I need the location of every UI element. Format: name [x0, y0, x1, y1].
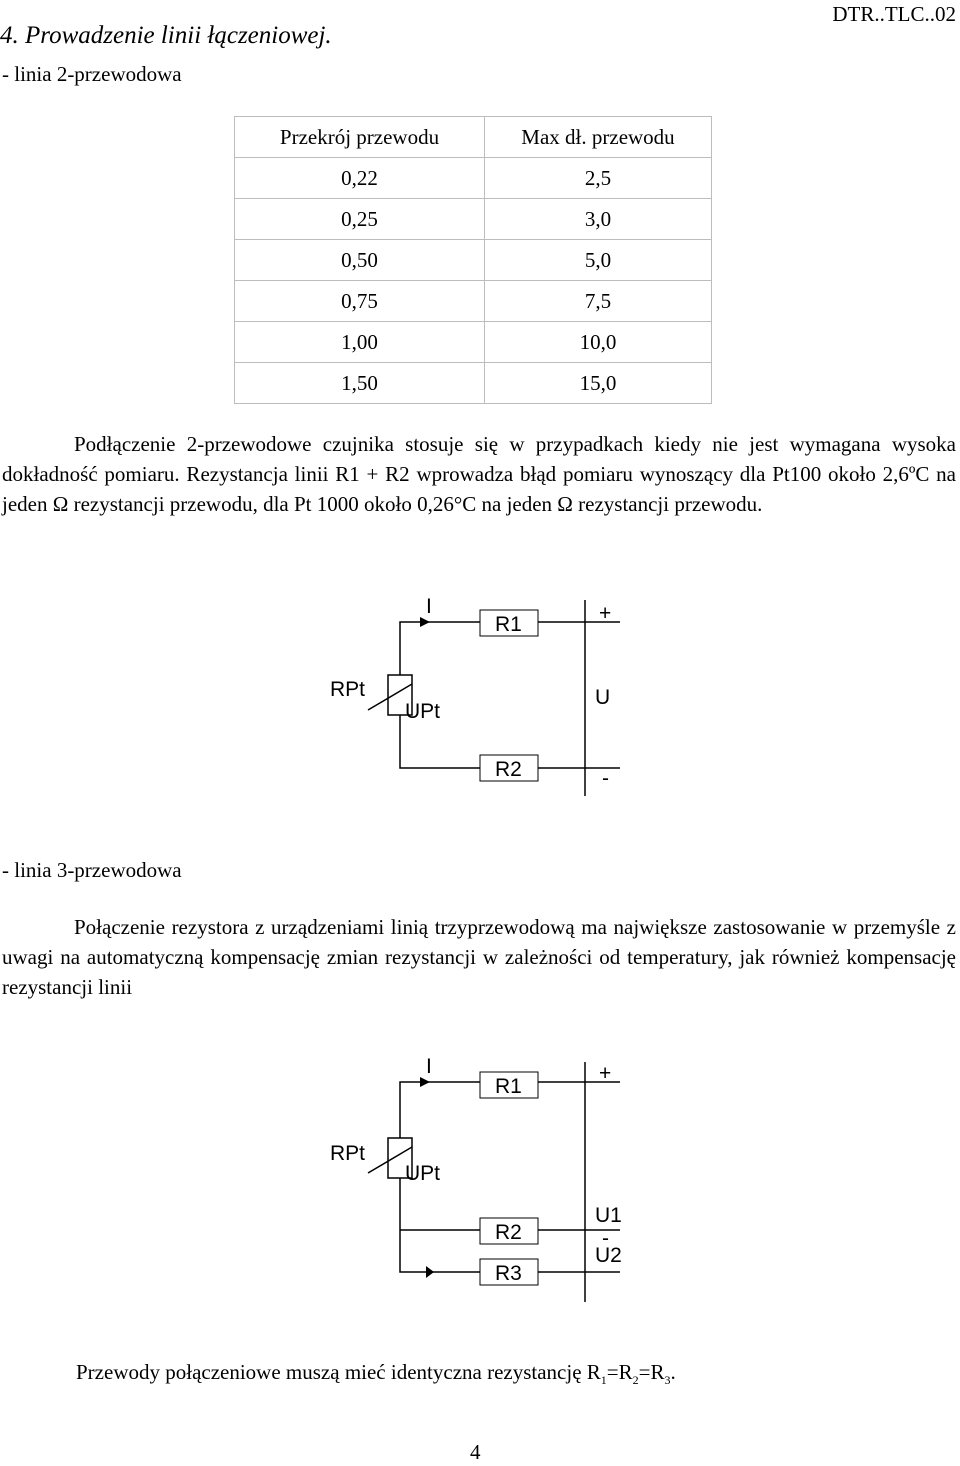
footnote-subscript: 1	[600, 1373, 607, 1388]
cell-max-length: 5,0	[485, 240, 712, 281]
table-row	[235, 240, 712, 281]
minus-label: -	[602, 767, 609, 790]
table-row	[235, 281, 712, 322]
cell-cross-section: 0,75	[235, 281, 485, 322]
table-row	[235, 322, 712, 363]
cell-max-length: 2,5	[485, 158, 712, 199]
cell-max-length: 10,0	[485, 322, 712, 363]
current-arrow-icon	[420, 617, 430, 627]
page-number: 4	[470, 1440, 481, 1464]
two-wire-label: - linia 2-przewodowa	[2, 62, 182, 86]
current-label: I	[426, 1055, 432, 1078]
table-row	[235, 199, 712, 240]
upt-label: UPt	[405, 700, 441, 723]
two-wire-circuit-diagram	[0, 580, 960, 820]
two-wire-paragraph: Podłączenie 2-przewodowe czujnika stosuje się w przypadkach kiedy nie jest wymagana wysoka dokładność pomiaru. Rezystancja linii R1 + R2 wprowadza błąd pomiaru wynoszący dla Pt100 około 2,6ºC na jeden Ω rezystancji przewodu, dla Pt 1000 około 0,26°C na jeden Ω rezystancji przewodu.	[2, 432, 956, 516]
r3-label: R3	[495, 1262, 522, 1285]
footnote-text: Przewody połączeniowe muszą mieć identyczna rezystancję R	[76, 1360, 601, 1384]
footnote-subscript: 3	[664, 1373, 671, 1388]
footnote-subscript: 2	[632, 1373, 639, 1388]
table-row	[235, 158, 712, 199]
three-wire-label: - linia 3-przewodowa	[2, 858, 182, 882]
cell-cross-section: 0,25	[235, 199, 485, 240]
table-row	[235, 363, 712, 404]
rpt-label: RPt	[330, 1142, 366, 1165]
three-wire-paragraph: Połączenie rezystora z urządzeniami linią trzyprzewodową ma największe zastosowanie w przemyśle z uwagi na automatyczną kompensację zmian rezystancji w zależności od temperatury, jak również kompensację rezystancji linii	[2, 915, 956, 999]
three-wire-circuit-diagram	[0, 1040, 960, 1320]
u1-label: U1	[595, 1204, 622, 1227]
cell-max-length: 3,0	[485, 199, 712, 240]
current-label: I	[426, 595, 432, 618]
cell-cross-section: 0,22	[235, 158, 485, 199]
compensation-arrow-icon	[426, 1266, 434, 1278]
cell-max-length: 15,0	[485, 363, 712, 404]
footnote-text: .	[670, 1360, 676, 1384]
cell-cross-section: 1,50	[235, 363, 485, 404]
header-max-length: Max dł. przewodu	[485, 117, 712, 158]
r1-label: R1	[495, 613, 522, 636]
voltage-label: U	[595, 686, 611, 709]
cell-cross-section: 0,50	[235, 240, 485, 281]
footnote-text: =R	[606, 1360, 633, 1384]
r1-label: R1	[495, 1075, 522, 1098]
plus-label: +	[599, 1062, 612, 1085]
cell-max-length: 7,5	[485, 281, 712, 322]
cable-length-table	[234, 116, 712, 404]
minus-label: -	[602, 1227, 609, 1250]
plus-label: +	[599, 602, 612, 625]
table-header-row	[235, 117, 712, 158]
upt-label: UPt	[405, 1162, 441, 1185]
u2-label: U2	[595, 1244, 622, 1267]
footnote	[76, 1360, 676, 1388]
r2-label: R2	[495, 758, 522, 781]
cell-cross-section: 1,00	[235, 322, 485, 363]
footnote-text: =R	[638, 1360, 665, 1384]
header-cross-section: Przekrój przewodu	[235, 117, 485, 158]
document-id: DTR..TLC..02	[832, 2, 956, 26]
section-title: 4. Prowadzenie linii łączeniowej.	[0, 22, 332, 49]
r2-label: R2	[495, 1221, 522, 1244]
current-arrow-icon	[420, 1077, 430, 1087]
rpt-label: RPt	[330, 678, 366, 701]
